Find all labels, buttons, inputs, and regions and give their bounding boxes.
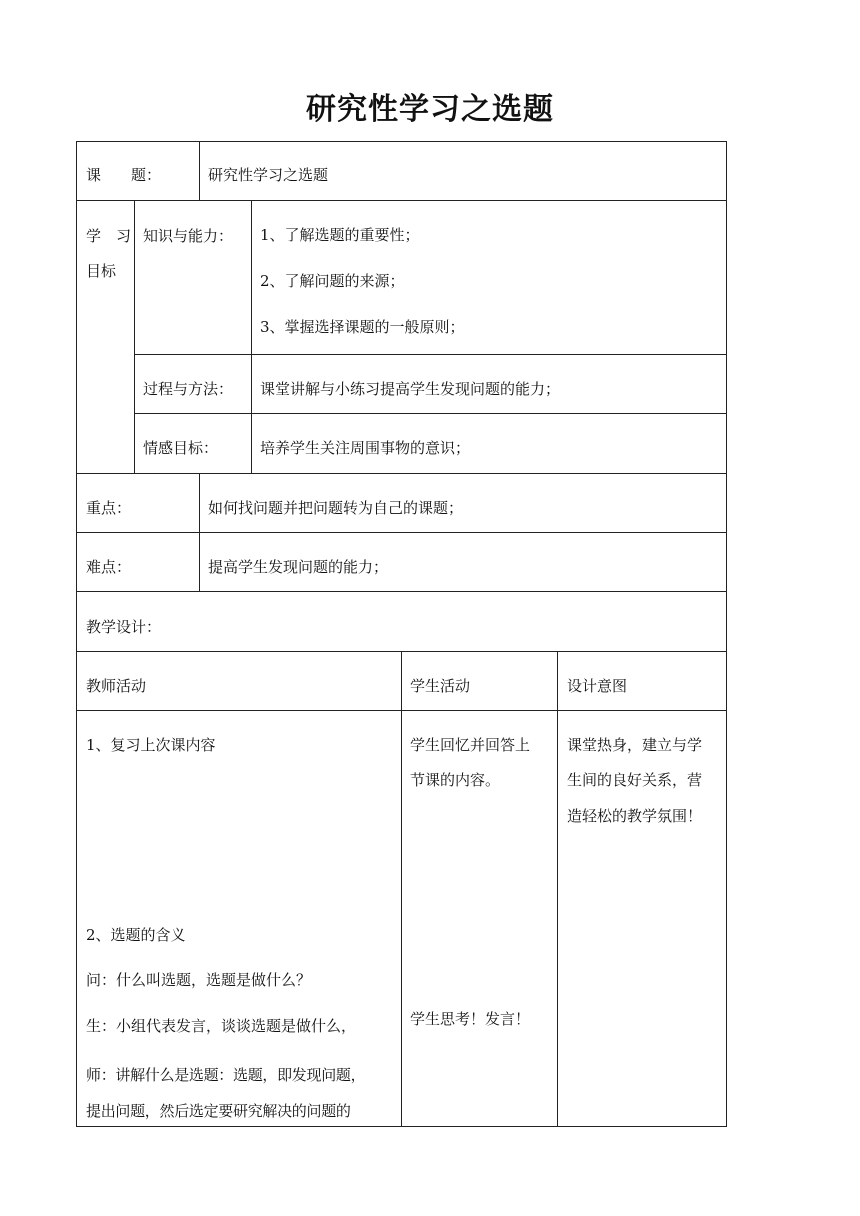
row-divider [76,473,727,474]
emotion-value: 培养学生关注周围事物的意识； [260,439,471,457]
emotion-label: 情感目标： [143,439,219,457]
row-divider [76,200,727,201]
objectives-label-line1: 学 习 [86,227,132,245]
list-item: 3、掌握选择课题的一般原则； [260,318,465,336]
student-line-1: 学生回忆并回答上 [410,736,531,754]
design-label: 教学设计： [86,618,162,636]
column-divider [199,473,200,592]
teacher-item-2: 2、选题的含义 [86,926,186,944]
teacher-student-note: 生：小组代表发言，谈谈选题是做什么， [86,1017,357,1035]
teacher-question: 问：什么叫选题，选题是做什么？ [86,971,312,989]
teacher-item-1: 1、复习上次课内容 [86,736,216,754]
intent-line-2: 生间的良好关系，营 [567,771,703,789]
page-title: 研究性学习之选题 [306,92,554,127]
difficulty-value: 提高学生发现问题的能力； [208,558,389,576]
row-divider [134,413,727,414]
header-design-intent: 设计意图 [567,677,628,695]
topic-value: 研究性学习之选题 [208,166,329,184]
table-border-left [76,141,77,1127]
list-item: 2、了解问题的来源； [260,272,405,290]
objectives-label-line2: 目标 [86,262,117,280]
intent-line-1: 课堂热身，建立与学 [567,736,703,754]
table-border-right [726,141,727,1127]
knowledge-label: 知识与能力： [143,227,234,245]
knowledge-list [260,218,465,344]
row-divider [76,591,727,592]
column-divider [401,651,402,1127]
table-border-top [76,141,727,142]
process-value: 课堂讲解与小练习提高学生发现问题的能力； [260,380,561,398]
student-think: 学生思考！发言！ [410,1010,531,1028]
intent-line-3: 造轻松的教学氛围！ [567,807,703,825]
row-divider [134,354,727,355]
teacher-explain-line2: 提出问题，然后选定要研究解决的问题的 [86,1102,351,1120]
column-divider [557,651,558,1127]
student-line-2: 节课的内容。 [410,771,501,789]
key-point-value: 如何找问题并把问题转为自己的课题； [208,499,464,517]
header-teacher-activity: 教师活动 [86,677,147,695]
column-divider [199,141,200,201]
header-student-activity: 学生活动 [410,677,471,695]
difficulty-label: 难点： [86,558,132,576]
row-divider [76,532,727,533]
key-point-label: 重点： [86,499,132,517]
teacher-explain-line1: 师：讲解什么是选题：选题，即发现问题， [86,1066,366,1084]
column-divider [251,200,252,474]
column-divider [134,200,135,474]
topic-label: 课 题： [86,166,162,184]
process-label: 过程与方法： [143,380,234,398]
list-item: 1、了解选题的重要性； [260,226,420,244]
